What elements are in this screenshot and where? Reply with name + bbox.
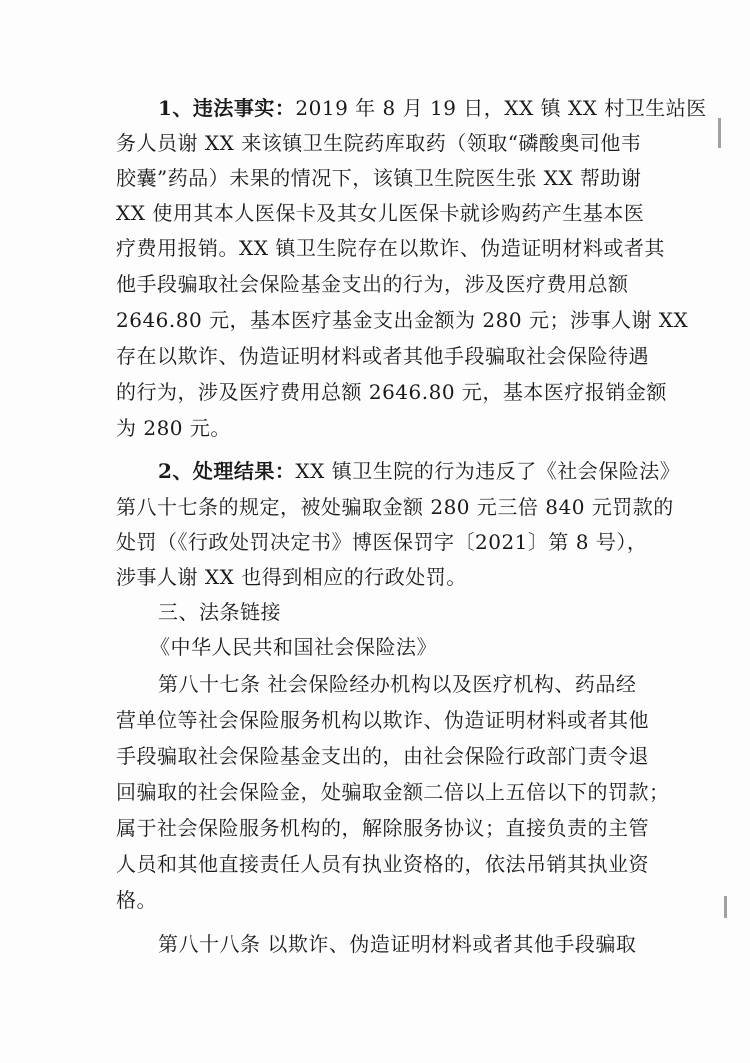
article-87-line-6: 人员和其他直接责任人员有执业资格的，依法吊销其执业资 (116, 852, 649, 876)
paragraph-1-line-8: 存在以欺诈、伪造证明材料或者其他手段骗取社会保险待遇 (116, 344, 649, 368)
paragraph-1-line-4: XX 使用其本人医保卡及其女儿医保卡就诊购药产生基本医 (116, 201, 645, 225)
scan-edge-mark (724, 896, 727, 918)
article-87-line-1: 第八十七条 社会保险经办机构以及医疗机构、药品经 (158, 672, 637, 696)
paragraph-1-line-6: 他手段骗取社会保险基金支出的行为，涉及医疗费用总额 (116, 272, 629, 296)
section-label-violation-facts: 1、违法事实： (158, 96, 296, 120)
article-87-line-3: 手段骗取社会保险基金支出的，由社会保险行政部门责令退 (116, 744, 649, 768)
line-text: XX 镇卫生院的行为违反了《社会保险法》 (295, 459, 681, 483)
paragraph-1-line-7: 2646.80 元，基本医疗基金支出金额为 280 元；涉事人谢 XX (116, 308, 689, 332)
paragraph-2-line-3: 处罚（《行政处罚决定书》博医保罚字〔2021〕第 8 号）， (116, 530, 648, 554)
scan-edge-mark (718, 118, 721, 148)
paragraph-1-line-1 (158, 92, 707, 124)
article-87-line-5: 属于社会保险服务机构的，解除服务协议；直接负责的主管 (116, 816, 649, 840)
paragraph-1-line-2: 务人员谢 XX 来该镇卫生院药库取药（领取“磷酸奥司他韦 (116, 131, 642, 155)
line-text: 2019 年 8 月 19 日，XX 镇 XX 村卫生站医 (295, 96, 707, 120)
section-label-handling-result: 2、处理结果： (158, 459, 296, 483)
article-87-line-4: 回骗取的社会保险金，处骗取金额二倍以上五倍以下的罚款； (116, 780, 670, 804)
paragraph-1-line-3: 胶囊”药品）未果的情况下，该镇卫生院医生张 XX 帮助谢 (116, 166, 642, 190)
paragraph-1-line-5: 疗费用报销。XX 镇卫生院存在以欺诈、伪造证明材料或者其 (116, 236, 665, 260)
law-title: 《中华人民共和国社会保险法》 (150, 635, 437, 659)
section-heading-law-links: 三、法条链接 (158, 600, 281, 624)
paragraph-2-line-1 (158, 455, 681, 487)
paragraph-1-line-10: 为 280 元。 (116, 416, 231, 440)
article-87-line-2: 营单位等社会保险服务机构以欺诈、伪造证明材料或者其他 (116, 708, 649, 732)
article-87-line-7: 格。 (116, 888, 157, 912)
paragraph-2-line-4: 涉事人谢 XX 也得到相应的行政处罚。 (116, 565, 467, 589)
paragraph-2-line-2: 第八十七条的规定，被处骗取金额 280 元三倍 840 元罚款的 (116, 495, 674, 519)
article-88-line-1: 第八十八条 以欺诈、伪造证明材料或者其他手段骗取 (158, 932, 637, 956)
paragraph-1-line-9: 的行为，涉及医疗费用总额 2646.80 元，基本医疗报销金额 (116, 380, 667, 404)
